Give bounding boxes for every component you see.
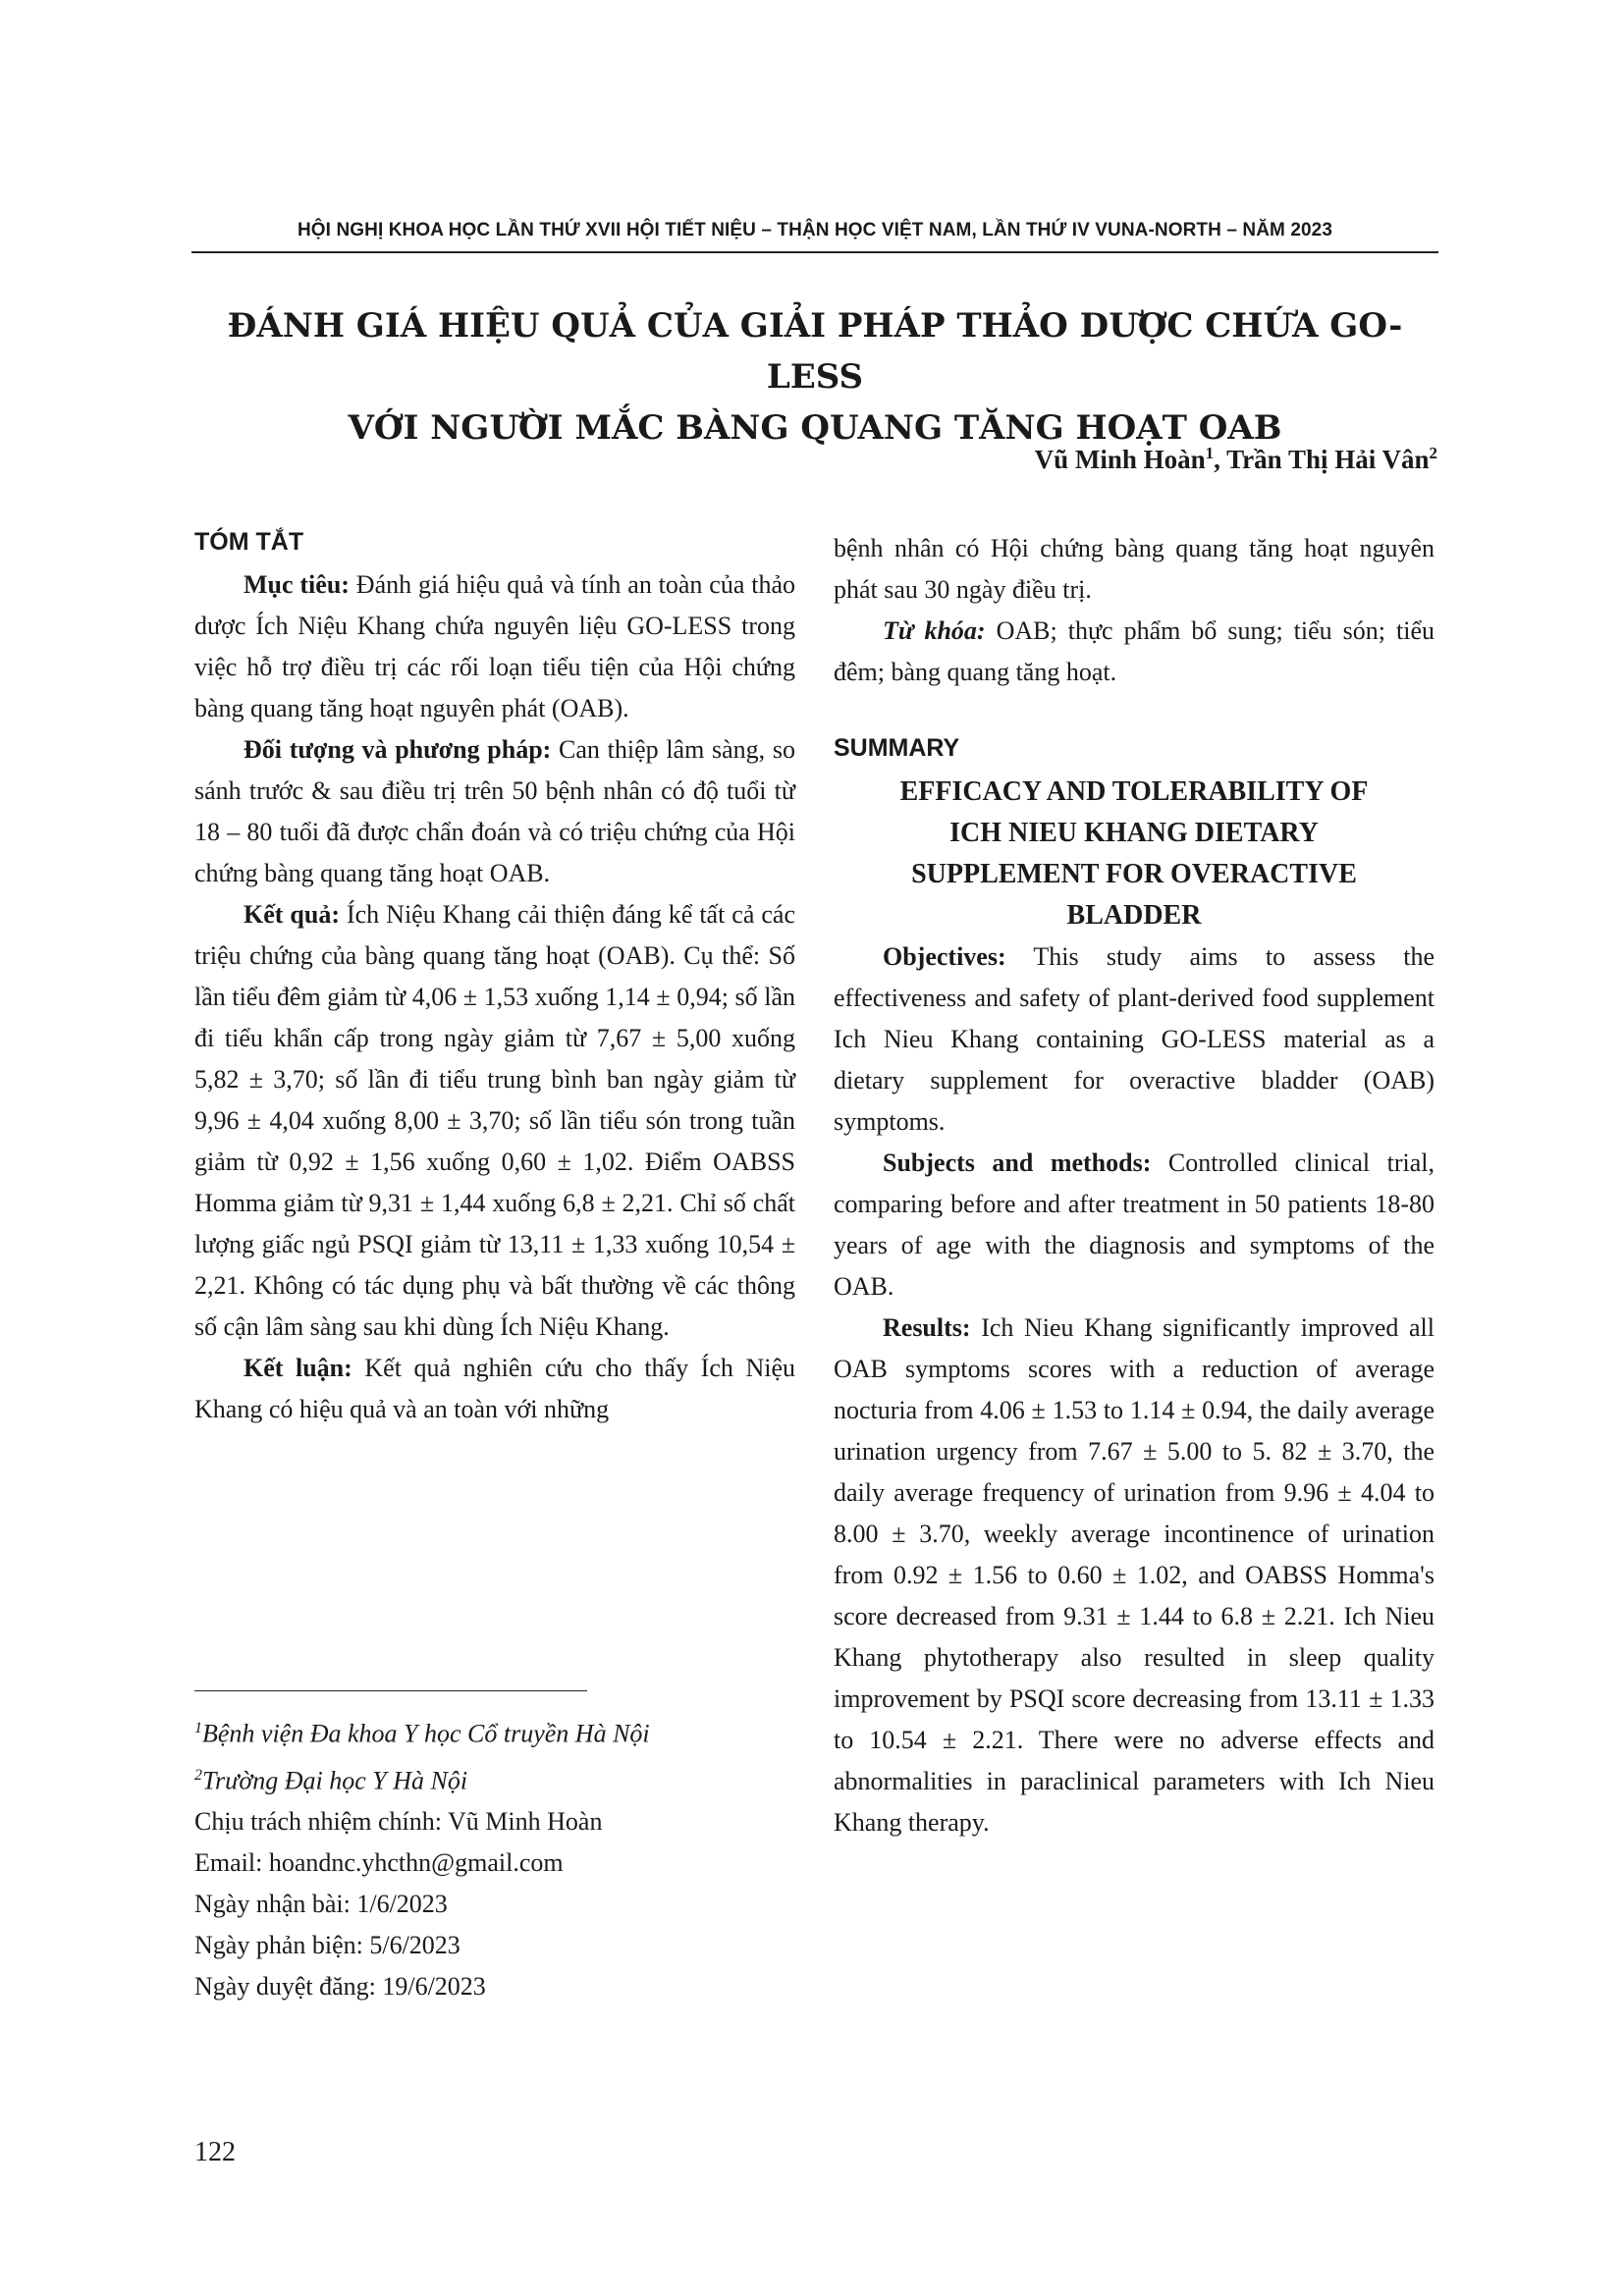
article-title <box>191 300 1438 454</box>
objective-label: Mục tiêu: <box>244 570 350 599</box>
methods-paragraph <box>194 729 795 894</box>
conclusion-text: Kết quả nghiên cứu cho thấy Ích Niệu Khang có hiệu quả và an toàn với những <box>194 1354 795 1423</box>
en-title-line: BLADDER <box>1066 900 1202 931</box>
en-objectives-text: This study aims to assess the effectiveness and safety of plant-derived food supplement Ich Nieu Khang containing GO-LESS material as a dietary supplement for overactive bladder (OAB) symptoms. <box>834 942 1435 1136</box>
objective-text: Đánh giá hiệu quả và tính an toàn của thảo dược Ích Niệu Khang chứa nguyên liệu GO-LESS trong việc hỗ trợ điều trị các rối loạn tiểu tiện của Hội chứng bàng quang tăng hoạt nguyên phát (OAB). <box>194 570 795 722</box>
conclusion-label: Kết luận: <box>244 1354 352 1382</box>
en-title-line: SUPPLEMENT FOR OVERACTIVE <box>911 859 1357 889</box>
en-title-line: EFFICACY AND TOLERABILITY OF <box>899 776 1369 807</box>
author-separator: , <box>1214 445 1227 474</box>
en-methods-paragraph <box>834 1143 1435 1308</box>
en-results-text: Ich Nieu Khang significantly improved all OAB symptoms scores with a reduction of average nocturia from 4.06 ± 1.53 to 1.14 ± 0.94, the daily average urination urgency from 7.67 ± 5.00 to 5. 82 ± 3.70, the daily average frequency of urination from 9.96 ± 4.04 to 8.00 ± 3.70, weekly average incontinence of urination from 0.92 ± 1.56 to 0.60 ± 1.02, and OABSS Homma's score decreased from 9.31 ± 1.44 to 6.8 ± 2.21. Ich Nieu Khang phytotherapy also resulted in sleep quality improvement by PSQI score decreasing from 13.11 ± 1.33 to 10.54 ± 2.21. There were no adverse effects and abnormalities in paraclinical parameters with Ich Nieu Khang therapy. <box>834 1313 1435 1837</box>
affiliation-2: $^2$Trường Đại học Y Hà Nội <box>194 1766 468 1795</box>
en-methods-text: Controlled clinical trial, comparing before and after treatment in 50 patients 18-80 years of age with the diagnosis and symptoms of the OAB. <box>834 1148 1435 1301</box>
en-objectives-label: Objectives: <box>883 942 1006 971</box>
en-title <box>834 772 1435 936</box>
date-accepted: Ngày duyệt đăng: 19/6/2023 <box>194 1972 486 2002</box>
author-list <box>1035 444 1437 475</box>
page-number: 122 <box>194 2137 236 2167</box>
affiliation-1: $^1$Bệnh viện Đa khoa Y học Cổ truyền Hà Nội <box>194 1719 650 1748</box>
vn-abstract-heading: TÓM TẮT <box>194 528 304 556</box>
vn-abstract-body <box>194 564 795 1430</box>
running-header: HỘI NGHỊ KHOA HỌC LẦN THỨ XVII HỘI TIẾT NIỆU – THẬN HỌC VIỆT NAM, LẦN THỨ IV VUNA-NORTH – NĂM 2023 <box>297 220 1332 240</box>
date-received: Ngày nhận bài: 1/6/2023 <box>194 1890 448 1919</box>
results-paragraph <box>194 894 795 1348</box>
en-methods-label: Subjects and methods: <box>883 1148 1152 1177</box>
title-line-1: ĐÁNH GIÁ HIỆU QUẢ CỦA GIẢI PHÁP THẢO DƯỢC CHỨA GO-LESS <box>227 306 1403 397</box>
en-results-paragraph <box>834 1308 1435 1843</box>
author-name: Trần Thị Hải Vân <box>1226 445 1430 474</box>
keywords-paragraph <box>834 611 1435 693</box>
keywords-label: Từ khóa: <box>883 616 986 645</box>
footnotes <box>194 1708 795 2007</box>
affiliation-marker: 1 <box>1205 444 1215 462</box>
header-rule <box>191 251 1438 253</box>
en-objectives-paragraph <box>834 936 1435 1143</box>
en-results-label: Results: <box>883 1313 971 1342</box>
contact-email: Email: hoandnc.yhcthn@gmail.com <box>194 1848 564 1878</box>
title-line-2: VỚI NGƯỜI MẮC BÀNG QUANG TĂNG HOẠT OAB <box>348 408 1282 448</box>
methods-text: Can thiệp lâm sàng, so sánh trước & sau điều trị trên 50 bệnh nhân có độ tuổi từ 18 – 80 tuổi đã được chẩn đoán và có triệu chứng của Hội chứng bàng quang tăng hoạt OAB. <box>194 735 795 887</box>
results-label: Kết quả: <box>244 900 340 929</box>
right-column-top <box>834 528 1435 693</box>
results-text: Ích Niệu Khang cải thiện đáng kể tất cả các triệu chứng của bàng quang tăng hoạt (OAB). Cụ thể: Số lần tiểu đêm giảm từ 4,06 ± 1,53 xuống 1,14 ± 0,94; số lần đi tiểu khẩn cấp trong ngày giảm từ 7,67 ± 5,00 xuống 5,82 ± 3,70; số lần đi tiểu trung bình ban ngày giảm từ 9,96 ± 4,04 xuống 8,00 ± 3,70; số lần tiểu són trong tuần giảm từ 0,92 ± 1,56 xuống 0,60 ± 1,02. Điểm OABSS Homma giảm từ 9,31 ± 1,44 xuống 6,8 ± 2,21. Chỉ số chất lượng giấc ngủ PSQI giảm từ 13,11 ± 1,33 xuống 10,54 ± 2,21. Không có tác dụng phụ và bất thường về các thông số cận lâm sàng sau khi dùng Ích Niệu Khang. <box>194 900 795 1341</box>
methods-label: Đối tượng và phương pháp: <box>244 735 552 764</box>
conclusion-continued: bệnh nhân có Hội chứng bàng quang tăng hoạt nguyên phát sau 30 ngày điều trị. <box>834 534 1435 604</box>
conclusion-paragraph <box>194 1348 795 1430</box>
keywords-text: OAB; thực phẩm bổ sung; tiểu són; tiểu đêm; bàng quang tăng hoạt. <box>834 616 1435 686</box>
corresponding-author: Chịu trách nhiệm chính: Vũ Minh Hoàn <box>194 1807 603 1837</box>
affiliation-marker: 2 <box>1429 444 1437 462</box>
en-title-line: ICH NIEU KHANG DIETARY <box>949 818 1319 848</box>
author-name: Vũ Minh Hoàn <box>1034 445 1206 474</box>
date-reviewed: Ngày phản biện: 5/6/2023 <box>194 1931 460 1960</box>
en-abstract-body <box>834 772 1435 1843</box>
en-abstract-heading: SUMMARY <box>834 734 960 762</box>
footnote-rule <box>194 1690 587 1691</box>
objective-paragraph <box>194 564 795 729</box>
